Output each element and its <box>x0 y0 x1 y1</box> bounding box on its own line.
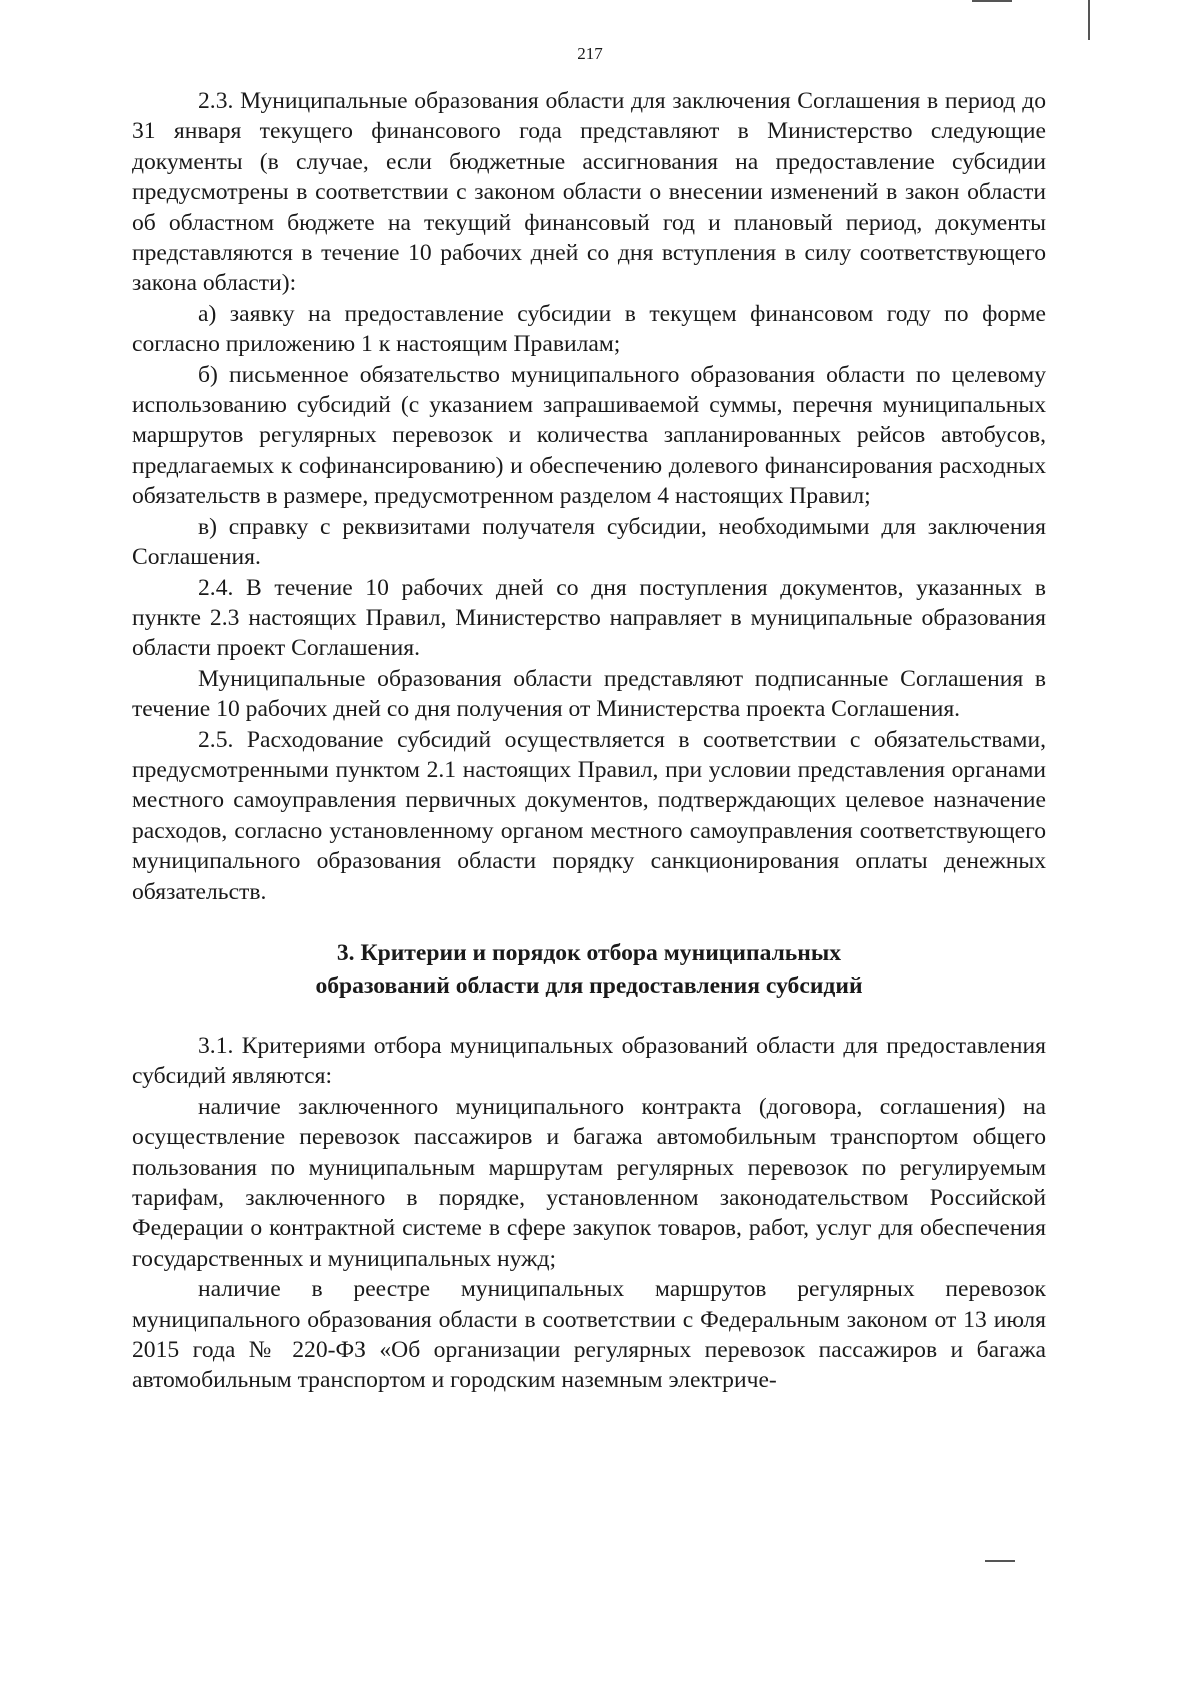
page-number: 217 <box>577 44 603 63</box>
paragraph-2-5: 2.5. Расходование субсидий осуществляется в соответствии с обязательствами, предусмотренными пунктом 2.1 настоящих Правил, при условии представления органами местного самоуправления первичных документов, подтверждающих целевое назначение расходов, согласно установленному органом местного самоуправления соответствующего муниципального образования области порядку санкционирования оплаты денежных обязательств. <box>132 726 1046 905</box>
scan-corner-mark <box>972 0 1012 2</box>
paragraph-3-1: 3.1. Критериями отбора муниципальных образований области для предоставления субсидий являются: <box>132 1032 1046 1090</box>
paragraph-3-1-criterion-1: наличие заключенного муниципального контракта (договора, соглашения) на осуществление перевозок пассажиров и багажа автомобильным транспортом общего пользования по муниципальным маршрутам регулярных перевозок по регулируемым тарифам, заключенного в порядке, установленном законодательством Российской Федерации о контрактной системе в сфере закупок товаров, работ, услуг для обеспечения государственных и муниципальных нужд; <box>132 1093 1046 1272</box>
section-heading <box>132 937 1046 1003</box>
paragraph-2-4: 2.4. В течение 10 рабочих дней со дня поступления документов, указанных в пункте 2.3 настоящих Правил, Министерство направляет в муниципальные образования области проект Соглашения. <box>132 574 1046 662</box>
paragraph-2-4-cont: Муниципальные образования области представляют подписанные Соглашения в течение 10 рабочих дней со дня получения от Министерства проекта Соглашения. <box>132 665 1046 723</box>
section-heading-line2: образований области для предоставления субсидий <box>315 972 863 999</box>
scan-edge-mark <box>1088 0 1090 40</box>
document-body <box>132 86 1046 1396</box>
paragraph-3-1-criterion-2: наличие в реестре муниципальных маршрутов регулярных перевозок муниципального образования области в соответствии с Федеральным законом от 13 июля 2015 года № 220-ФЗ «Об организации регулярных перевозок пассажиров и багажа автомобильным транспортом и городским наземным электриче- <box>132 1276 1046 1394</box>
paragraph-2-3-c: в) справку с реквизитами получателя субсидии, необходимыми для заключения Соглашения. <box>132 513 1046 571</box>
scan-bottom-mark <box>985 1560 1015 1562</box>
section-heading-line1: 3. Критерии и порядок отбора муниципальных <box>336 939 842 966</box>
paragraph-2-3-b: б) письменное обязательство муниципального образования области по целевому использованию субсидий (с указанием запрашиваемой суммы, перечня муниципальных маршрутов регулярных перевозок и количества запланированных рейсов автобусов, предлагаемых к софинансированию) и обеспечению долевого финансирования расходных обязательств в размере, предусмотренном разделом 4 настоящих Правил; <box>132 361 1046 510</box>
paragraph-2-3-a: а) заявку на предоставление субсидии в текущем финансовом году по форме согласно приложению 1 к настоящим Правилам; <box>132 300 1046 358</box>
paragraph-2-3: 2.3. Муниципальные образования области для заключения Соглашения в период до 31 января текущего финансового года представляют в Министерство следующие документы (в случае, если бюджетные ассигнования на предоставление субсидии предусмотрены в соответствии с законом области о внесении изменений в закон области об областном бюджете на текущий финансовый год и плановый период, документы представляются в течение 10 рабочих дней со дня вступления в силу соответствующего закона области): <box>132 88 1046 297</box>
